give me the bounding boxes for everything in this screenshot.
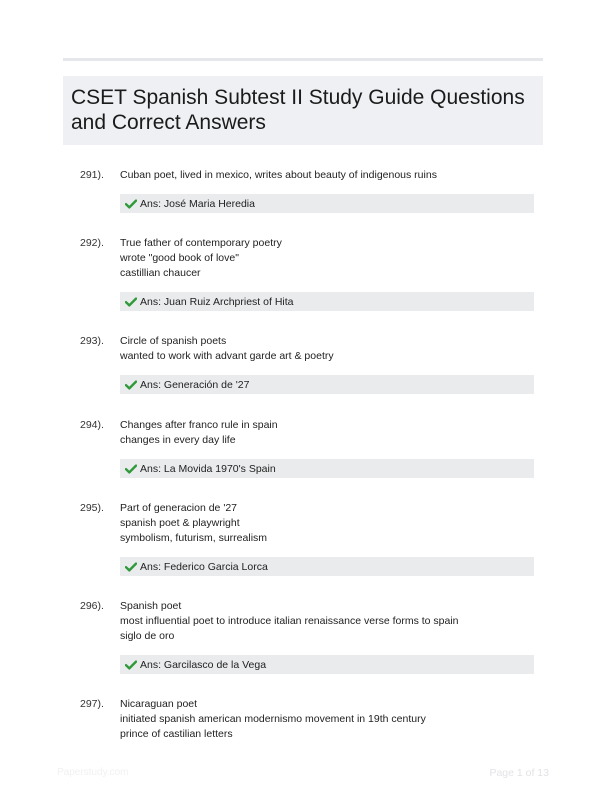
question-row (80, 599, 536, 644)
question-text (120, 501, 267, 546)
check-icon (125, 380, 137, 390)
answer-box (120, 557, 534, 576)
title-banner (63, 76, 543, 145)
question-item (80, 168, 536, 213)
answer-text: Ans: La Movida 1970's Spain (140, 462, 276, 475)
answer-text: Ans: Garcilasco de la Vega (140, 658, 267, 671)
answer-text: Ans: Federico Garcia Lorca (140, 560, 268, 573)
question-row (80, 697, 536, 742)
question-line: symbolism, futurism, surrealism (120, 532, 268, 544)
question-row (80, 334, 536, 364)
check-icon (125, 562, 137, 572)
question-number: 294). (80, 419, 104, 431)
answer-text: Ans: Generación de '27 (140, 378, 250, 391)
answer-text: Ans: Juan Ruiz Archpriest of Hita (140, 295, 294, 308)
question-text (120, 168, 437, 183)
question-text (120, 236, 282, 281)
check-icon (125, 660, 137, 670)
question-item (80, 418, 536, 478)
question-line: Part of generacion de '27 (120, 502, 238, 514)
question-line: Cuban poet, lived in mexico, writes about beauty of indigenous ruins (120, 169, 437, 181)
question-item (80, 599, 536, 674)
question-line: siglo de oro (120, 630, 175, 642)
question-line: True father of contemporary poetry (120, 237, 282, 249)
question-row (80, 168, 536, 183)
answer-box (120, 292, 534, 311)
answer-box (120, 194, 534, 213)
question-item (80, 697, 536, 742)
question-row (80, 418, 536, 448)
question-number: 292). (80, 237, 104, 249)
question-item (80, 501, 536, 576)
question-line: Spanish poet (120, 600, 182, 612)
question-line: most influential poet to introduce italian renaissance verse forms to spain (120, 615, 459, 627)
answer-box (120, 459, 534, 478)
question-line: Changes after franco rule in spain (120, 419, 278, 431)
answer-box (120, 375, 534, 394)
page-indicator: Page 1 of 13 (489, 767, 549, 779)
answer-box (120, 655, 534, 674)
question-line: Circle of spanish poets (120, 335, 227, 347)
question-text (120, 599, 459, 644)
question-line: initiated spanish american modernismo movement in 19th century (120, 713, 426, 725)
question-text (120, 334, 334, 364)
document-title: CSET Spanish Subtest II Study Guide Questions and Correct Answers (71, 86, 525, 134)
question-item (80, 334, 536, 394)
question-row (80, 236, 536, 281)
question-row (80, 501, 536, 546)
question-text (120, 697, 426, 742)
question-number: 293). (80, 335, 104, 347)
footer-watermark: Paperstudy.com (57, 767, 129, 778)
question-number: 296). (80, 600, 104, 612)
question-number: 291). (80, 169, 104, 181)
top-divider (63, 58, 543, 61)
check-icon (125, 464, 137, 474)
question-line: wanted to work with advant garde art & poetry (120, 350, 334, 362)
answer-text: Ans: José Maria Heredia (140, 197, 255, 210)
question-text (120, 418, 278, 448)
question-line: wrote "good book of love" (120, 252, 239, 264)
question-number: 295). (80, 502, 104, 514)
question-number: 297). (80, 698, 104, 710)
question-line: spanish poet & playwright (120, 517, 240, 529)
question-line: prince of castilian letters (120, 728, 233, 740)
question-line: castillian chaucer (120, 267, 201, 279)
question-line: changes in every day life (120, 434, 236, 446)
check-icon (125, 297, 137, 307)
question-line: Nicaraguan poet (120, 698, 198, 710)
question-item (80, 236, 536, 311)
check-icon (125, 199, 137, 209)
